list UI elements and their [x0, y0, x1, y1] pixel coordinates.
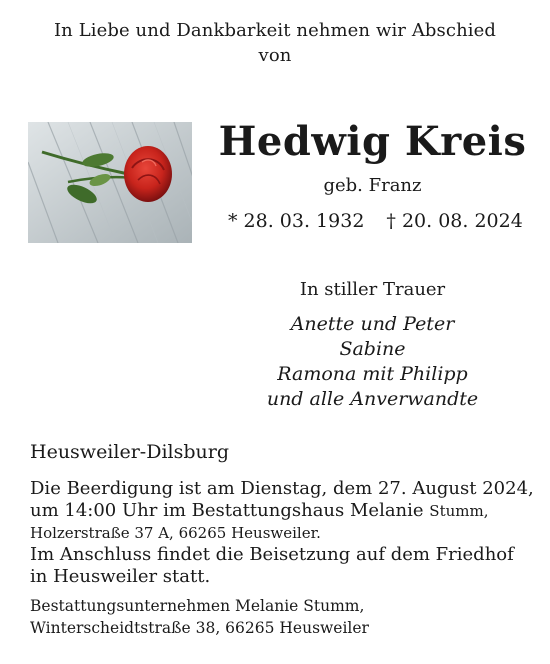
family-member: Ramona mit Philipp — [277, 363, 468, 385]
intro-line-2: von — [258, 45, 292, 66]
undertaker-info — [30, 595, 369, 639]
death-date: † 20. 08. 2024 — [386, 210, 523, 232]
funeral-line: Die Beerdigung ist am Dienstag, dem 27. August 2024, — [30, 478, 534, 499]
life-dates — [228, 208, 523, 234]
maiden-name: geb. Franz — [323, 175, 422, 196]
deceased-name: Hedwig Kreis — [218, 118, 527, 165]
funeral-line-main: um 14:00 Uhr im Bestattungshaus Melanie — [30, 500, 424, 521]
funeral-line-small: Stumm, — [429, 502, 489, 520]
intro-text — [0, 18, 550, 68]
family-member: Sabine — [339, 338, 406, 360]
family-member: und alle Anverwandte — [266, 388, 479, 410]
place-name: Heusweiler-Dilsburg — [30, 441, 229, 463]
family-list — [200, 312, 545, 412]
intro-line-1: In Liebe und Dankbarkeit nehmen wir Abschied — [53, 20, 497, 41]
family-member: Anette und Peter — [290, 313, 455, 335]
funeral-line: in Heusweiler statt. — [30, 566, 211, 587]
funeral-line — [30, 500, 540, 522]
undertaker-line: Bestattungsunternehmen Melanie Stumm, — [30, 597, 365, 615]
rose-image — [28, 122, 192, 243]
funeral-line: Im Anschluss findet die Beisetzung auf dem Friedhof — [30, 544, 514, 565]
birth-date: * 28. 03. 1932 — [228, 210, 365, 232]
mourning-heading: In stiller Trauer — [299, 279, 446, 300]
funeral-details — [30, 478, 540, 588]
undertaker-line: Winterscheidtstraße 38, 66265 Heusweiler — [30, 619, 369, 637]
funeral-address: Holzerstraße 37 A, 66265 Heusweiler. — [30, 524, 321, 542]
